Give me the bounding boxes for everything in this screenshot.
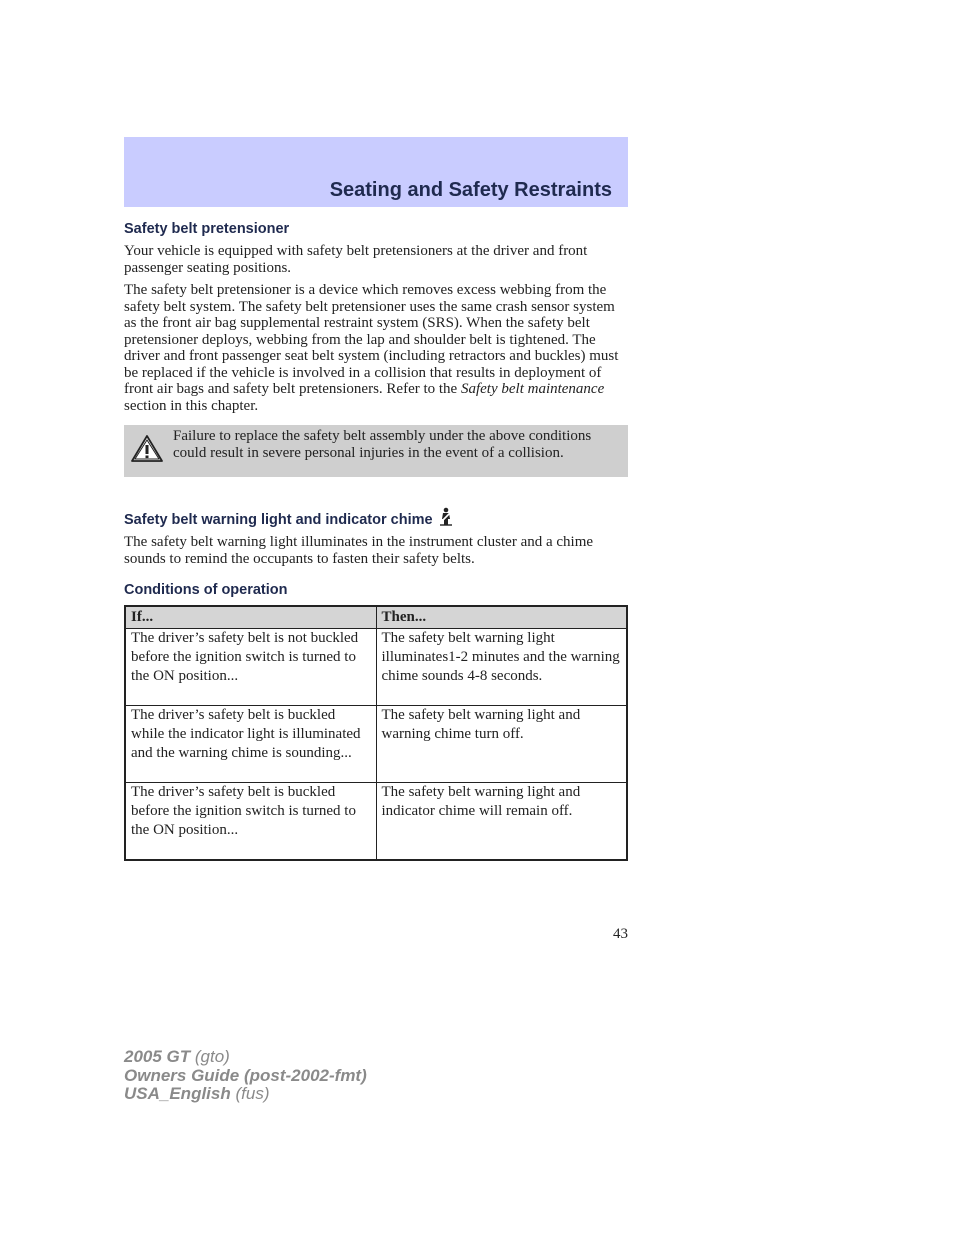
warning-box bbox=[124, 425, 628, 477]
footer-language-code: (fus) bbox=[235, 1084, 270, 1103]
footer-model: 2005 GT bbox=[124, 1047, 191, 1066]
footer-line-2 bbox=[124, 1067, 367, 1086]
footer-line-3 bbox=[124, 1085, 367, 1104]
page-number: 43 bbox=[613, 926, 628, 942]
heading-text: Safety belt warning light and indicator chime bbox=[124, 512, 433, 528]
seatbelt-person-icon bbox=[437, 507, 455, 527]
chapter-header-band bbox=[124, 137, 628, 207]
section-heading-warning-light bbox=[124, 507, 628, 529]
paragraph-pretensioner-details bbox=[124, 282, 628, 414]
paragraph-text: section in this chapter. bbox=[124, 397, 259, 414]
table-cell-if: The driver’s safety belt is buckled before the ignition switch is turned to the ON position... bbox=[125, 783, 376, 861]
table-row bbox=[125, 629, 627, 706]
paragraph-warning-light: The safety belt warning light illuminates in the instrument cluster and a chime sounds to remind the occupants to fasten their safety belts. bbox=[124, 534, 594, 567]
document-footer bbox=[124, 1048, 367, 1104]
chapter-title: Seating and Safety Restraints bbox=[329, 179, 612, 201]
cross-reference-link: Safety belt maintenance bbox=[460, 381, 605, 397]
table-header-if: If... bbox=[125, 606, 376, 629]
table-cell-then: The safety belt warning light and indicator chime will remain off. bbox=[376, 783, 627, 861]
footer-guide: Owners Guide (post-2002-fmt) bbox=[124, 1065, 367, 1085]
table-cell-then: The safety belt warning light and warning chime turn off. bbox=[376, 706, 627, 783]
warning-triangle-icon bbox=[130, 434, 164, 464]
footer-line-1 bbox=[124, 1048, 367, 1067]
section-heading-conditions: Conditions of operation bbox=[124, 582, 288, 598]
paragraph-pretensioner-intro: Your vehicle is equipped with safety belt pretensioners at the driver and front passenger seating positions. bbox=[124, 243, 588, 276]
warning-text: Failure to replace the safety belt assembly under the above conditions could result in severe personal injuries in the event of a collision. bbox=[173, 428, 592, 461]
paragraph-text: The safety belt pretensioner is a device which removes excess webbing from the safety belt system. The safety belt pretensioner uses the same crash sensor system as the front air bag supplemental restraint system (SRS). When the safety belt pretensioner deploys, webbing from the lap and shoulder belt is tightened. The driver and front passenger seat belt system (including retractors and buckles) must be replaced if the vehicle is involved in a collision that results in deployment of front air bags and safety belt pretensioners. Refer to the bbox=[124, 282, 619, 397]
page-content bbox=[124, 220, 628, 861]
table-header-row bbox=[125, 606, 627, 629]
table-cell-if: The driver’s safety belt is not buckled before the ignition switch is turned to the ON position... bbox=[125, 629, 376, 706]
section-heading-pretensioner: Safety belt pretensioner bbox=[124, 221, 290, 237]
footer-language: USA_English bbox=[124, 1084, 231, 1103]
table-row bbox=[125, 706, 627, 783]
footer-model-code: (gto) bbox=[194, 1047, 230, 1066]
conditions-table bbox=[124, 605, 628, 861]
table-row bbox=[125, 783, 627, 861]
table-cell-then: The safety belt warning light illuminates1-2 minutes and the warning chime sounds 4-8 seconds. bbox=[376, 629, 627, 706]
table-header-then: Then... bbox=[376, 606, 627, 629]
table-cell-if: The driver’s safety belt is buckled while the indicator light is illuminated and the warning chime is sounding... bbox=[125, 706, 376, 783]
